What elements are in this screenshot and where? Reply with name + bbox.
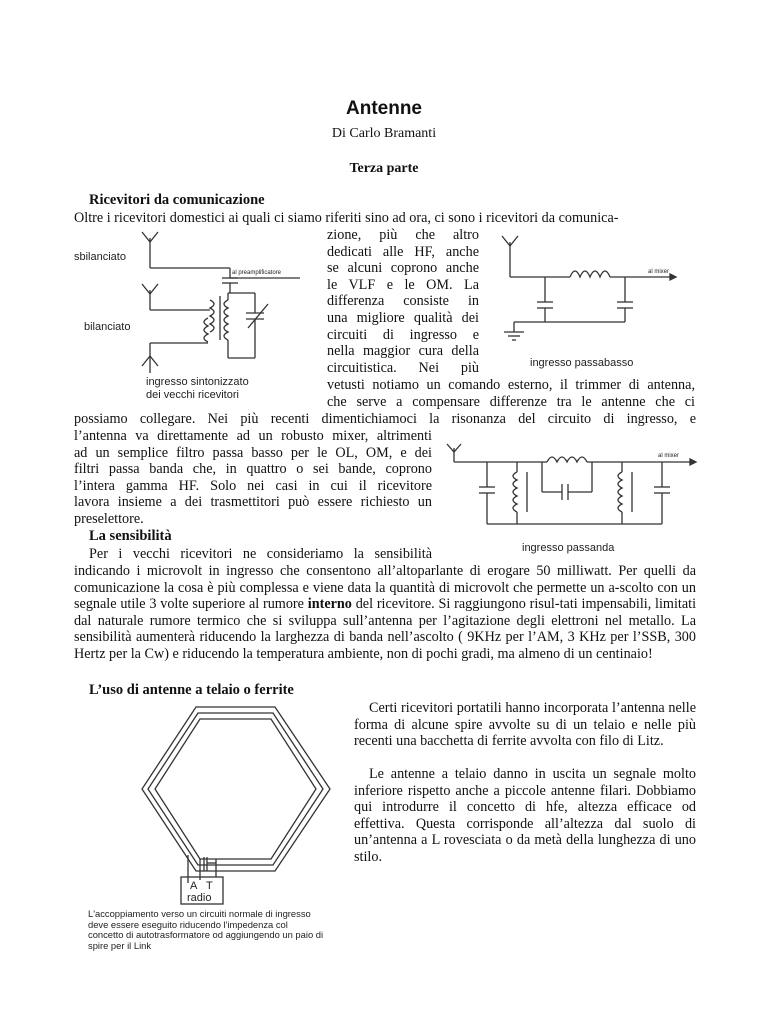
sensitivity-first-line: Per i vecchi ricevitori ne consideriamo la sensibilità [89,546,432,562]
figure-bandpass-input [442,442,698,557]
bold-interno: interno [307,596,352,613]
coil [204,318,208,342]
part-heading: Terza parte [349,161,419,176]
left-line: preselettore. [74,510,144,527]
column-line: circuitistica. Nei più [327,359,479,376]
caption: ingresso passanda [522,542,615,554]
label-unbalanced: sbilanciato [74,251,126,263]
label-balanced: bilanciato [84,321,131,333]
label-mixer: al mixer [648,269,670,275]
column-line: differenza consiste in [327,293,479,310]
coil [618,472,622,512]
column-line: se alcuni coprono anche [327,260,479,277]
loop-paragraph-2: Le antenne a telaio danno in uscita un segnale molto inferiore rispetto anche a piccole antenne filari. Dobbiamo qui introdurre il concetto di hfe, altezza efficace od effettiva. Questa corrisponde all’altezza dal suolo di un’antenna a L rovesciata o da metà della lunghezza di uno stilo. [354,766,696,865]
page-title: Antenne [346,98,422,119]
sensitivity-paragraph [74,563,696,663]
sensitivity-text-b: del ricevitore. Si raggiungono risul-tati impensabili, limitati dal naturale rumore termico che si sviluppa sull’antenna per l’agitazione degli elettroni nel metallo. La sensibilità aumenterà riducendo la larghezza di banda nell’ascolto ( 9KHz per l’AM, 3 KHz per l’SSB, 300 Hertz per la Cw) e riducendo la temperatura ambiente, non di pochi gradi, ma almeno di un centinaio! [74,596,697,662]
loop-paragraph-1: Certi ricevitori portatili hanno incorporata l’antenna nelle forma di alcune spire avvolte su di un telaio e nelle più recenti una bacchetta di ferrite avvolta con filo di Litz. [354,700,696,750]
left-line: l’intera gamma HF. Solo nei casi in cui il ricevitore [74,477,432,494]
column-line: nella maggior cura della [327,343,479,360]
column-line: dedicati alle HF, anche [327,243,479,260]
loop-frame [155,719,316,859]
label-preamp: al preamplificatore [232,270,282,276]
receivers-column-text [327,227,479,376]
caption-line-2: dei vecchi ricevitori [146,389,239,401]
label-mixer: al mixer [658,453,680,459]
column-line: una migliore qualità dei [327,309,479,326]
caption-line: spire per il Link [88,939,152,951]
receivers-mid-text [327,377,695,410]
caption-line: deve essere eseguito riducendo l'impedenza col [88,918,288,930]
coil [547,457,587,462]
column-line: zione, più che altro [327,227,479,243]
column-line: circuiti di ingresso e [327,326,479,343]
coil [513,472,517,512]
figure-loop-antenna [118,705,348,905]
figure-lowpass-input [490,232,690,372]
left-line: lavora insieme a dei trasmettitori può essere richiesto un [74,494,432,511]
sensitivity-text-a: indicando i microvolt in ingresso che consentono all’altoparlante di erogare 50 milliwatt. Per quelli da comunicazione la cosa è più complessa e viene data la quantità di microvolt che permette un a-scolto con un segnale utile 3 volte superiore al rumore [74,563,696,613]
loop-frame [148,713,323,865]
left-line: filtri passa banda che, in quattro o sei bande, coprono [74,461,432,478]
section-heading-sensitivity: La sensibilità [89,528,172,544]
section-heading-receivers: Ricevitori da comunicazione [89,192,265,208]
column-line: le VLF e le OM. La [327,276,479,293]
section-heading-loop: L’uso di antenne a telaio o ferrite [89,682,294,698]
figure-tuned-input [70,228,326,408]
mid-line: che serve a compensare differenze tra le antenne che ci [327,393,695,410]
receivers-left-text [74,428,432,528]
label-t: T [206,880,213,892]
caption-line: L'accoppiamento verso un circuiti normale di ingresso [88,908,311,919]
author-line: Di Carlo Bramanti [331,126,437,141]
caption-line-1: ingresso sintonizzato [146,376,249,388]
mid-line: vetusti notiamo un comando esterno, il trimmer di antenna, [327,377,695,393]
loop-frame [142,707,330,871]
full-line: possiamo collegare. Nei più recenti dimentichiamoci la risonanza del circuito di ingresso, e [74,411,696,427]
label-a: A [190,880,198,892]
coil [224,300,228,340]
left-line: l’antenna va direttamente ad un robusto mixer, altrimenti [74,428,432,444]
coil [210,300,214,332]
receivers-line-1: Oltre i ricevitori domestici ai quali ci siamo riferiti sino ad ora, ci sono i ricevitori da comunica- [74,210,619,226]
left-line: ad un semplice filtro passa basso per le OL, OM, e dei [74,444,432,461]
label-radio: radio [187,892,212,904]
coil [570,271,610,277]
caption: ingresso passabasso [530,357,634,369]
receivers-full-text [74,411,696,428]
caption-line: concetto di autotrasformatore od aggiungendo un paio di [88,929,324,940]
loop-figure-caption [88,909,353,951]
